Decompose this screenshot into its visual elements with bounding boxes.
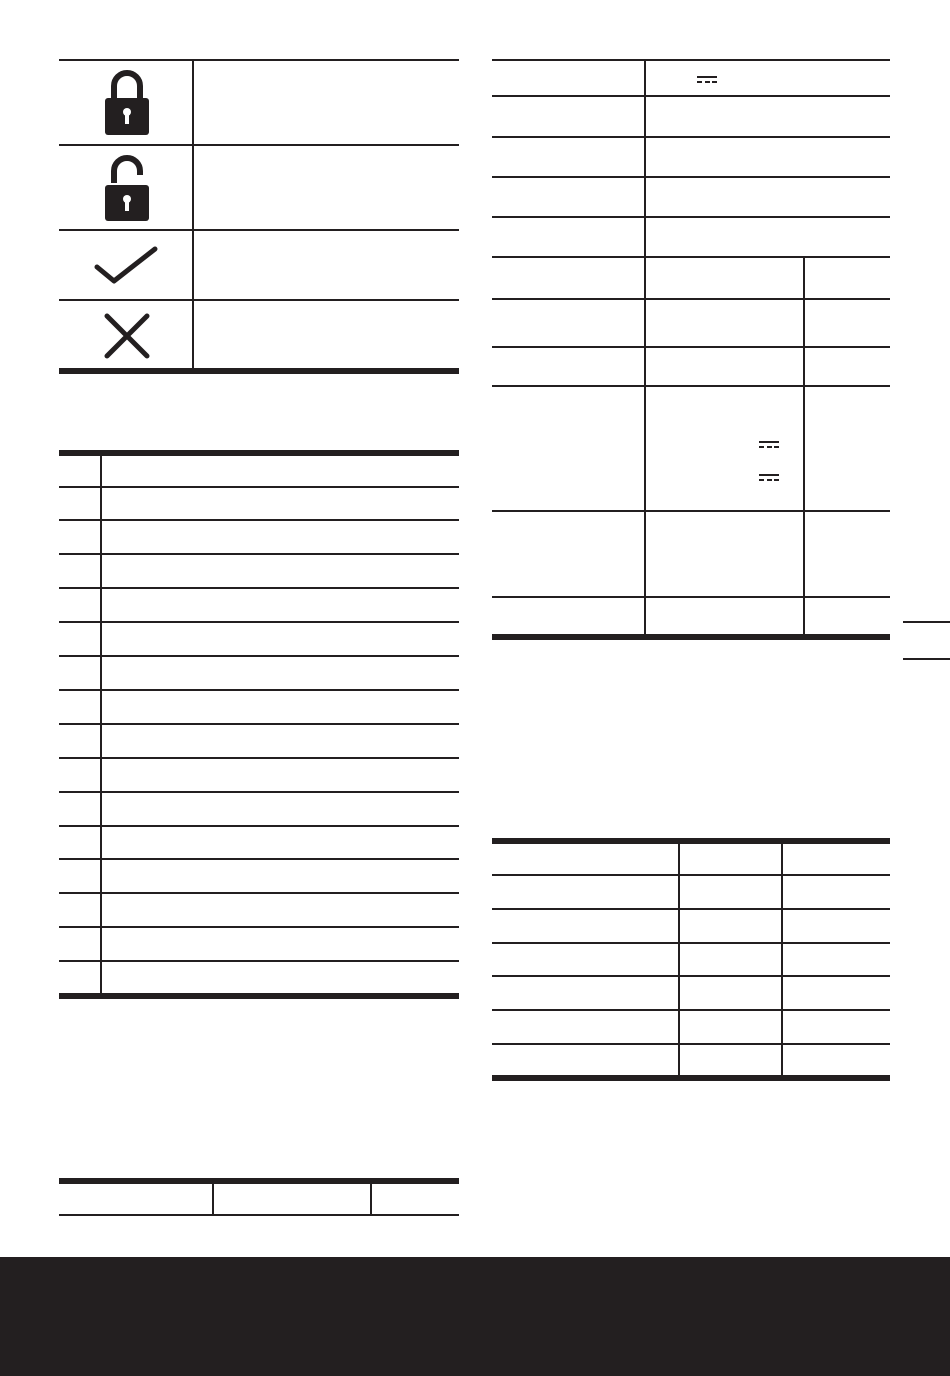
table-row [492,136,890,138]
table-row [492,874,890,876]
table-row [492,346,890,348]
table-rule-thick [59,450,459,456]
table-row [492,385,890,387]
table-row [492,908,890,910]
table-rule [492,59,890,61]
table-rule-thick [59,368,459,374]
table-row [59,858,459,860]
dc-current-icon [759,441,779,449]
table-rule-thick [59,1178,459,1184]
table-row [59,655,459,657]
column-divider [644,59,646,637]
unlock-icon [103,151,151,223]
table-row [59,519,459,521]
table-row [492,298,890,300]
table-row [59,825,459,827]
table-row [492,1043,890,1045]
table-rule [59,299,459,301]
lock-icon [103,66,151,138]
table-rule-thick [59,993,459,999]
dc-current-icon [759,474,779,482]
checkmark-icon [94,245,158,285]
table-row [59,553,459,555]
table-row [492,1009,890,1011]
table-rule-thick [492,838,890,844]
column-divider [212,1178,214,1216]
table-row [59,587,459,589]
table-rule [59,59,459,61]
table-row [59,892,459,894]
table-rule [59,144,459,146]
table-row [59,757,459,759]
footer-bar [0,1257,950,1376]
table-row [492,216,890,218]
side-tab-rule [903,658,950,660]
table-row [59,689,459,691]
table-row [492,176,890,178]
table-row [492,95,890,97]
table-rule-thick [492,634,890,640]
column-divider [192,59,194,371]
column-divider [803,256,805,637]
table-row [59,723,459,725]
table-row [59,926,459,928]
side-tab-rule [903,621,950,623]
table-row [492,256,890,258]
table-rule-thick [492,1075,890,1081]
table-row [59,960,459,962]
table-row [59,486,459,488]
column-divider [370,1178,372,1216]
table-rule [59,229,459,231]
table-row [492,596,890,598]
table-row [492,975,890,977]
table-rule [59,1214,459,1216]
dc-current-icon [697,76,717,84]
column-divider [678,838,680,1078]
table-row [59,621,459,623]
table-row [59,791,459,793]
cross-icon [103,312,151,360]
column-divider [781,838,783,1078]
table-row [492,510,890,512]
table-row [492,942,890,944]
